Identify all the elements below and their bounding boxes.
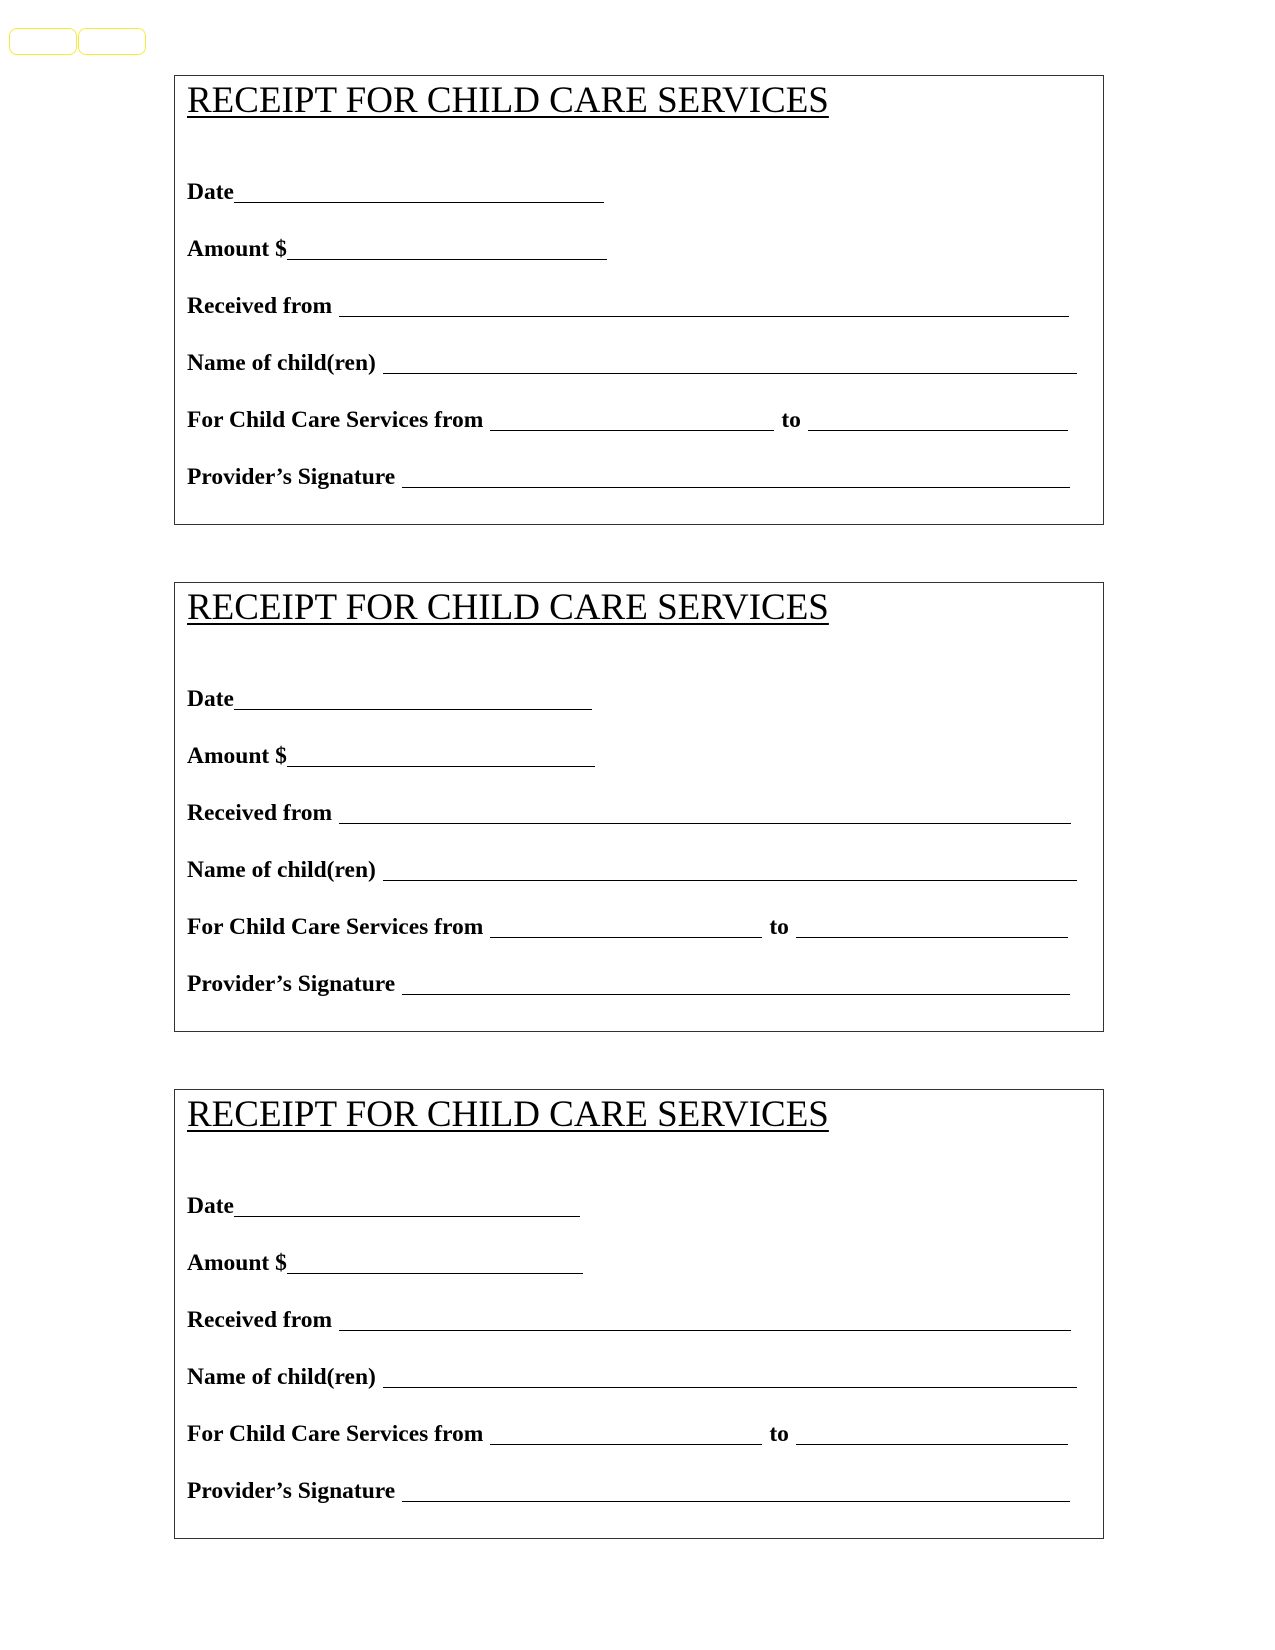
amount-line[interactable] <box>287 259 607 260</box>
services-to-label: to <box>781 407 801 433</box>
received-from-label: Received from <box>187 800 333 826</box>
amount-label: Amount $ <box>187 743 287 769</box>
received-from-field[interactable] <box>187 1304 1091 1334</box>
toolbar <box>9 28 146 55</box>
signature-line[interactable] <box>402 487 1070 488</box>
received-from-label: Received from <box>187 1307 333 1333</box>
children-name-field[interactable] <box>187 347 1091 377</box>
amount-field[interactable] <box>187 1247 1091 1277</box>
received-from-line[interactable] <box>339 316 1069 317</box>
services-period-field[interactable] <box>187 911 1091 941</box>
signature-field[interactable] <box>187 1475 1091 1505</box>
received-from-field[interactable] <box>187 290 1091 320</box>
received-from-label: Received from <box>187 293 333 319</box>
date-field[interactable] <box>187 683 1091 713</box>
services-to-label: to <box>769 1421 789 1447</box>
received-from-line[interactable] <box>339 1330 1071 1331</box>
children-name-field[interactable] <box>187 854 1091 884</box>
children-name-label: Name of child(ren) <box>187 857 376 883</box>
amount-label: Amount $ <box>187 1250 287 1276</box>
signature-line[interactable] <box>402 994 1070 995</box>
receipt-form-2 <box>174 582 1104 1032</box>
services-from-line[interactable] <box>490 937 762 938</box>
children-name-label: Name of child(ren) <box>187 1364 376 1390</box>
children-name-line[interactable] <box>383 1387 1077 1388</box>
receipt-title: RECEIPT FOR CHILD CARE SERVICES <box>187 80 829 121</box>
signature-line[interactable] <box>402 1501 1070 1502</box>
services-to-line[interactable] <box>796 937 1068 938</box>
services-to-label: to <box>769 914 789 940</box>
toolbar-button-1[interactable] <box>9 28 77 55</box>
amount-line[interactable] <box>287 766 595 767</box>
date-field[interactable] <box>187 1190 1091 1220</box>
services-to-line[interactable] <box>808 430 1068 431</box>
amount-line[interactable] <box>287 1273 583 1274</box>
amount-field[interactable] <box>187 740 1091 770</box>
date-line[interactable] <box>234 1216 580 1217</box>
amount-label: Amount $ <box>187 236 287 262</box>
received-from-line[interactable] <box>339 823 1071 824</box>
children-name-line[interactable] <box>383 880 1077 881</box>
services-period-field[interactable] <box>187 404 1091 434</box>
received-from-field[interactable] <box>187 797 1091 827</box>
date-line[interactable] <box>234 709 592 710</box>
signature-field[interactable] <box>187 968 1091 998</box>
date-label: Date <box>187 1193 234 1219</box>
services-from-line[interactable] <box>490 1444 762 1445</box>
date-line[interactable] <box>234 202 604 203</box>
date-label: Date <box>187 179 234 205</box>
services-to-line[interactable] <box>796 1444 1068 1445</box>
amount-field[interactable] <box>187 233 1091 263</box>
services-period-field[interactable] <box>187 1418 1091 1448</box>
services-from-label: For Child Care Services from <box>187 914 484 940</box>
children-name-line[interactable] <box>383 373 1077 374</box>
signature-label: Provider’s Signature <box>187 464 396 490</box>
receipt-form-1 <box>174 75 1104 525</box>
signature-label: Provider’s Signature <box>187 971 396 997</box>
services-from-line[interactable] <box>490 430 774 431</box>
signature-label: Provider’s Signature <box>187 1478 396 1504</box>
receipt-title: RECEIPT FOR CHILD CARE SERVICES <box>187 587 829 628</box>
toolbar-button-2[interactable] <box>78 28 146 55</box>
services-from-label: For Child Care Services from <box>187 407 484 433</box>
children-name-label: Name of child(ren) <box>187 350 376 376</box>
children-name-field[interactable] <box>187 1361 1091 1391</box>
services-from-label: For Child Care Services from <box>187 1421 484 1447</box>
date-field[interactable] <box>187 176 1091 206</box>
signature-field[interactable] <box>187 461 1091 491</box>
receipt-title: RECEIPT FOR CHILD CARE SERVICES <box>187 1094 829 1135</box>
receipt-form-3 <box>174 1089 1104 1539</box>
date-label: Date <box>187 686 234 712</box>
